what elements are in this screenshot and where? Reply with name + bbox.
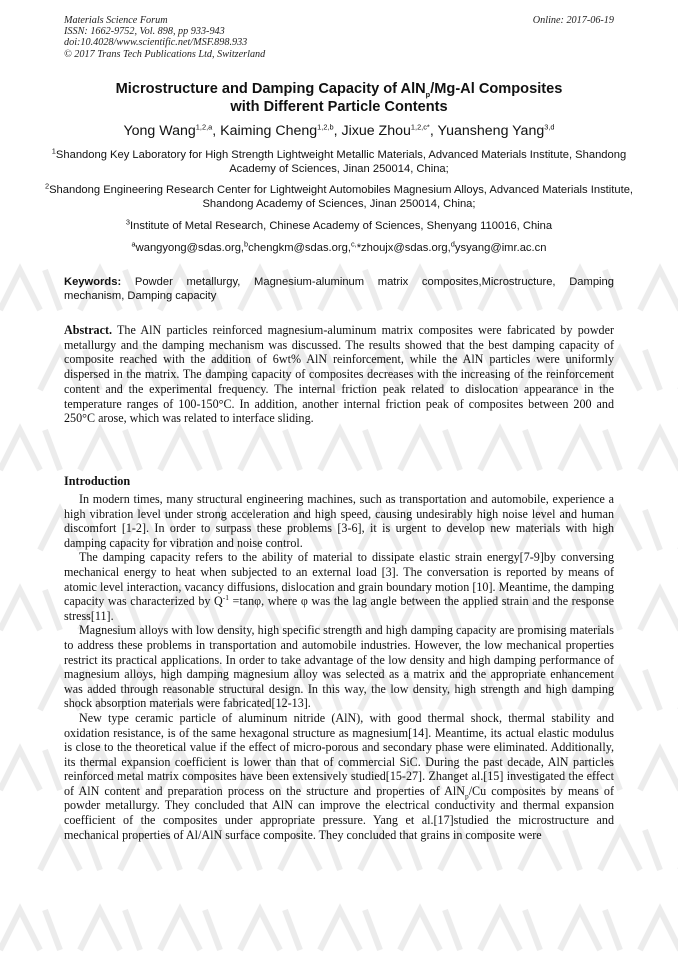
watermark-stroke xyxy=(480,910,540,950)
affiliation-3: $^3$Institute of Metal Research, Chinese Academy of Sciences, Shenyang 110016, China xyxy=(125,217,553,232)
paragraph: The damping capacity refers to the ability of material to dissipate elastic strain energy[7-9]by conversing mechanical energy to heat when subjected to an external load [3]. The conversation is reported by means of atomic level interaction, vacancy diffusions, dislocation and grain boundary motion [10]. Meantime, the damping capacity was characterized by $Q^{-1} =\tan\varphi$, where φ was the lag angle between the applied strain and the response stress[11]. xyxy=(64,550,614,623)
watermark-stroke xyxy=(640,430,678,470)
journal-issn: ISSN: 1662-9752, Vol. 898, pp 933-943 xyxy=(64,26,225,38)
online-date: Online: 2017-06-19 xyxy=(532,15,614,26)
abstract-text: The AlN particles reinforced magnesium-aluminum matrix composites were fabricated by powder metallurgy and the damping mechanism was discussed. The results showed that the best damping capacity of composite reached with the addition of 6wt% AlN reinforcement, while the AlN particles were uniformly dispersed in the matrix. The damping capacity of composites decreases with the increasing of the reinforcement content and the experimental frequency. The internal friction peak related to dislocation appearance in the temperature ranges of 100-150°C. In addition, another internal friction peak of composites between 200 and 250°C arose, which was related to interface sliding. xyxy=(64,323,614,426)
watermark-stroke xyxy=(640,270,678,310)
author: Yong Wang$^{1,2,a}$ xyxy=(123,122,213,139)
watermark-stroke xyxy=(320,430,380,470)
watermark-stroke xyxy=(640,910,678,950)
watermark-stroke xyxy=(80,910,140,950)
watermark-stroke xyxy=(80,430,140,470)
watermark-stroke xyxy=(640,750,678,790)
author-list: Yong Wang$^{1,2,a}$, Kaiming Cheng$^{1,2,b}$, Jixue Zhou$^{1,2,c*}$, Yuansheng Yang$^{3,d}$ xyxy=(123,122,555,139)
paragraph: New type ceramic particle of aluminum nitride (AlN), with good thermal shock, thermal stability and oxidation resistance, is of the same hexagonal structure as magnesium[14]. Meantime, its actual elastic modulus is close to the theoretical value if the effect of micro-porous and secondary phase were eliminated. Additionally, its thermal expansion coefficient is lower than that of commercial SiC. During the past decade, AlN particles reinforced metal matrix composites have been extensively studied[15-27]. Zhanget al.[15] investigated the effect of AlN content and preparation process on the structure and properties of AlN$_p$/Cu composites by means of powder metallurgy. They concluded that AlN can improve the electrical conductivity and thermal expansion coefficient of the composites under appropriate pressure. Yang et al.[17]studied the microstructure and mechanical properties of Al/AlN surface composite. They concluded that grains in composite were xyxy=(64,710,615,842)
title-line-2: with Different Particle Contents xyxy=(230,99,448,115)
author: Yuansheng Yang$^{3,d}$ xyxy=(437,122,555,139)
watermark-stroke xyxy=(320,910,380,950)
journal-copyright: © 2017 Trans Tech Publications Ltd, Switzerland xyxy=(64,48,266,60)
section-heading-introduction: Introduction xyxy=(64,474,131,488)
paper-title xyxy=(40,80,638,116)
watermark-stroke xyxy=(240,910,300,950)
affiliation-1: $^1$Shandong Key Laboratory for High Strength Lightweight Metallic Materials, Advanced Materials Institute, Shandong Academy of Sciences, Jinan 250014, China; xyxy=(51,146,627,175)
journal-doi: doi:10.4028/www.scientific.net/MSF.898.933 xyxy=(64,37,248,49)
watermark-stroke xyxy=(240,430,300,470)
title-line-1: Microstructure and Damping Capacity of AlN$_p$/Mg-Al Composites xyxy=(115,81,563,99)
watermark-stroke xyxy=(560,910,620,950)
abstract xyxy=(64,323,614,426)
journal-header xyxy=(64,15,265,60)
keywords-text: Powder metallurgy, Magnesium-aluminum matrix composites,Microstructure, Damping mechanism, Damping capacity xyxy=(64,276,614,303)
watermark-stroke xyxy=(0,270,60,310)
author: Jixue Zhou$^{1,2,c*}$ xyxy=(341,122,430,139)
journal-name: Materials Science Forum xyxy=(64,15,168,26)
watermark-stroke xyxy=(400,910,460,950)
watermark-stroke xyxy=(0,430,60,470)
affiliation-2: $^2$Shandong Engineering Research Center for Lightweight Automobiles Magnesium Alloys, Advanced Materials Institute, Shandong Academy of Sciences, Jinan 250014, China; xyxy=(44,181,634,210)
paragraph: Magnesium alloys with low density, high specific strength and high damping capacity are promising materials to address these problems in transportation and automobile industries. However, the low mechanical properties restrict its practical applications. In order to take advantage of the low density and high damping performance of magnesium alloys, high damping magnesium alloy was selected as a matrix and the appropriate enhancement was added through reasonable structural design. In this way, the low density, high strength and high damping shock absorption materials were fabricated[12-13]. xyxy=(64,623,614,711)
introduction-body xyxy=(64,492,614,842)
watermark-stroke xyxy=(560,430,620,470)
watermark-stroke xyxy=(400,430,460,470)
watermark-stroke xyxy=(160,430,220,470)
keywords-label: Keywords: xyxy=(64,276,122,288)
watermark-stroke xyxy=(0,590,60,630)
watermark-stroke xyxy=(0,750,60,790)
watermark-stroke xyxy=(480,430,540,470)
paragraph: In modern times, many structural engineering machines, such as transportation and automobile, experience a high vibration level under strong acceleration and high speed, causing undesirably high noise level and human discomfort [1-2]. In order to surpass these problems [3-6], it is urgent to develop new materials with high damping capacity for vibration and noise control. xyxy=(64,492,614,550)
email-list: $^a$wangyong@sdas.org,$^b$chengkm@sdas.org,$^{c,}$*zhoujx@sdas.org,$^d$ysyang@imr.ac.cn xyxy=(131,239,547,254)
watermark-stroke xyxy=(160,910,220,950)
watermark-stroke xyxy=(640,590,678,630)
abstract-label: Abstract. xyxy=(64,323,113,337)
keywords xyxy=(64,275,614,303)
author: Kaiming Cheng$^{1,2,b}$ xyxy=(220,122,334,139)
watermark-stroke xyxy=(0,910,60,950)
